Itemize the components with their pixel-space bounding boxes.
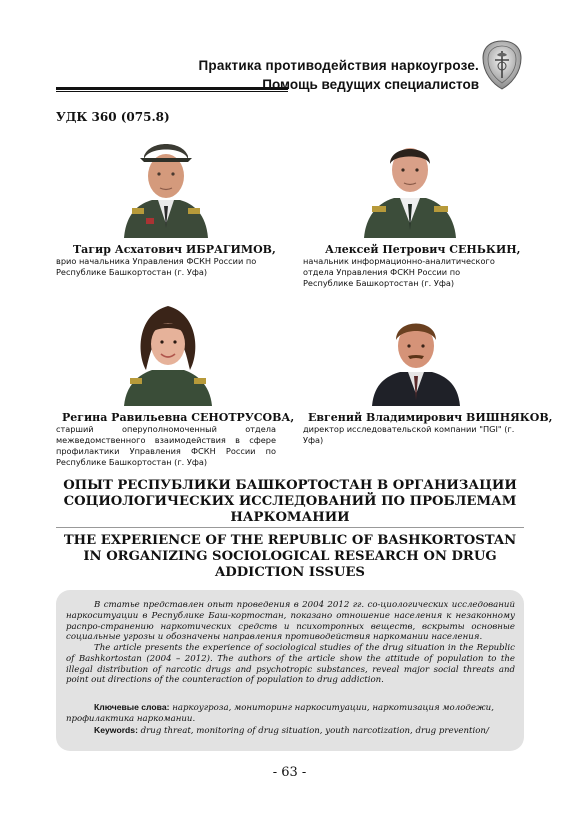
header-rule-thick [56, 87, 288, 90]
keywords-en [66, 725, 515, 737]
keywords-en-label: Keywords: [94, 725, 138, 735]
keywords-ru-text: наркоугроза, мониторинг наркоситуации, наркотизация молодежи, профилактика наркомании. [66, 703, 494, 724]
page-number: - 63 - [272, 765, 307, 780]
author-position: врио начальника Управления ФСКН России по Республике Башкортостан (г. Уфа) [56, 256, 257, 277]
abstract-box [56, 590, 524, 751]
keywords-ru-label: Ключевые слова: [94, 702, 170, 712]
udk-code: УДК 360 (075.8) [56, 110, 170, 124]
author-position: старший оперуполномоченный отдела межведомственного взаимодействия в сфере профилактики Управления ФСКН России по Республике Башкортостан (г. Уфа) [56, 424, 276, 467]
keywords-ru [66, 702, 515, 725]
title-divider [56, 527, 524, 528]
author-name: Евгений Владимирович ВИШНЯКОВ, [308, 411, 553, 424]
abstract-en: The article presents the experience of sociological studies of the drug situation in the Republic of Bashkortostan (2004 – 2012). The authors of the article show the attitude of population to the illegal distribution of narcotic drugs and psychotropic substances, reveal major social threats and point out directions of the counteraction of population to drug addiction. [66, 643, 515, 686]
author-position: начальник информационно-аналитического отдела Управления ФСКН России по Республике Башкортостан (г. Уфа) [303, 256, 495, 288]
author-position: директор исследовательской компании "ПGI" (г. Уфа) [303, 424, 515, 445]
author-name: Тагир Асхатович ИБРАГИМОВ, [73, 243, 276, 256]
header-rule-thin [56, 91, 288, 92]
article-title-en: THE EXPERIENCE OF THE REPUBLIC OF BASHKORTOSTAN IN ORGANIZING SOCIOLOGICAL RESEARCH ON DRUG ADDICTION ISSUES [63, 533, 517, 580]
abstract-ru: В статье представлен опыт проведения в 2004 2012 гг. со-циологических исследований наркоситуации в Республике Баш-кортостан, показано отношение населения к незаконному распро-странению наркотических средств и психотропных веществ, вскрыты основные социальные угрозы и обозначены направления противодействия наркомании населения. [66, 600, 515, 643]
running-header [0, 40, 579, 100]
article-title-ru: ОПЫТ РЕСПУБЛИКИ БАШКОРТОСТАН В ОРГАНИЗАЦИИ СОЦИОЛОГИЧЕСКИХ ИССЛЕДОВАНИЙ ПО ПРОБЛЕМАМ НАРКОМАНИИ [63, 478, 517, 525]
author-name: Алексей Петрович СЕНЬКИН, [325, 243, 521, 256]
fskn-emblem-icon [481, 40, 523, 90]
author-photo-senotrusova [122, 298, 214, 406]
header-line-1: Практика противодействия наркоугрозе. [198, 58, 479, 73]
header-line-2: Помощь ведущих специалистов [262, 77, 479, 92]
author-photo-vishnyakov [372, 310, 460, 406]
keywords-en-text: drug threat, monitoring of drug situation, youth narcotization, drug prevention/ [140, 726, 489, 736]
author-photo-ibragimov [122, 132, 210, 238]
author-photo-senkin [362, 132, 458, 238]
author-name: Регина Равильевна СЕНОТРУСОВА, [62, 411, 295, 424]
